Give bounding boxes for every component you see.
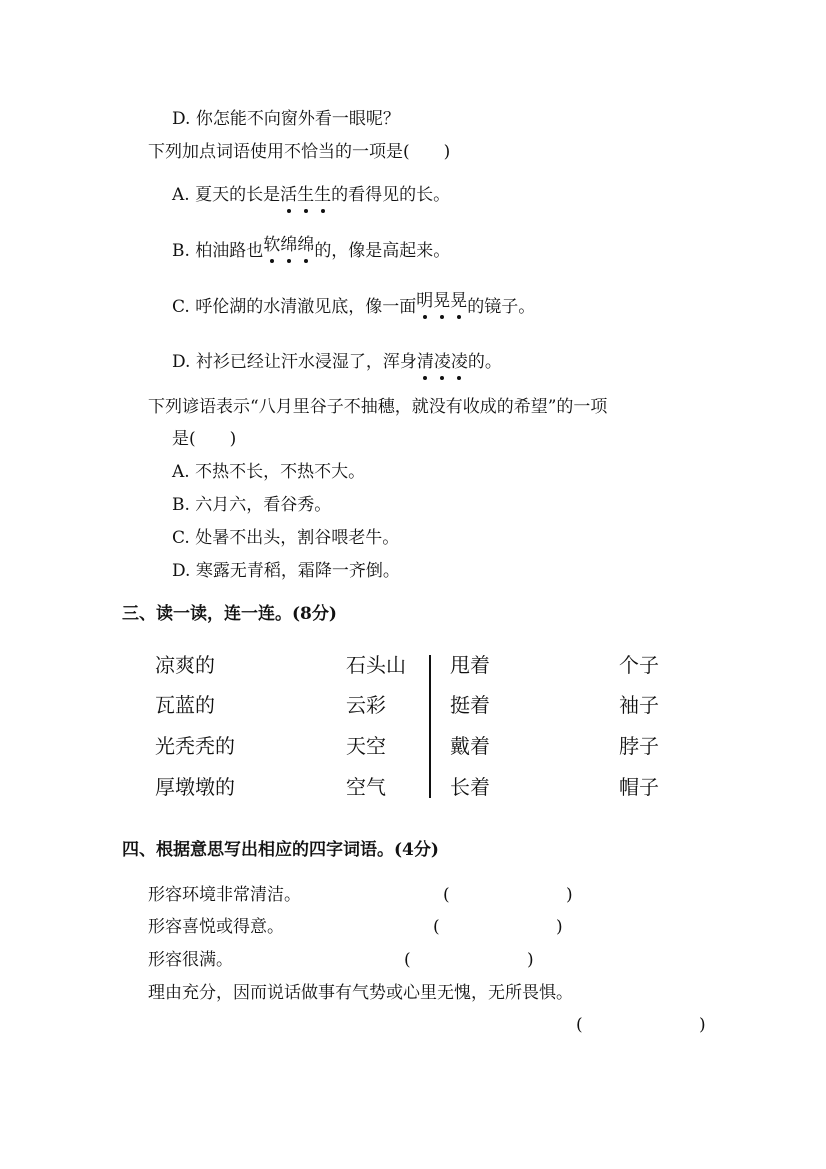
section4-title: 四、根据意思写出相应的四字词语。(4分) [122, 840, 439, 860]
q1-option-b [172, 235, 451, 262]
answer-blank-close: ) [566, 885, 573, 905]
q1-option-c [172, 291, 536, 318]
q1-stem: 下列加点词语使用不恰当的一项是( ) [148, 142, 451, 162]
noun-item: 云彩 [346, 693, 386, 717]
adjective-item: 厚墩墩的 [155, 775, 235, 799]
dotted-char: 软 [263, 235, 281, 255]
option-text: D. 衬衫已经让汗水浸湿了，浑身 [172, 352, 417, 372]
dotted-char: 活 [280, 185, 298, 205]
noun-item: 空气 [346, 775, 386, 799]
dotted-char: 清 [416, 352, 434, 372]
dotted-char: 晃 [433, 291, 451, 311]
option-text: C. 呼伦湖的水清澈见底，像一面 [172, 297, 417, 317]
answer-blank-open: ( [443, 885, 450, 905]
answer-blank-open: ( [433, 917, 440, 937]
answer-blank-close: ) [699, 1015, 706, 1035]
option-text: 的。 [467, 352, 502, 372]
verb-item: 挺着 [450, 693, 490, 717]
verb-item: 甩着 [450, 653, 490, 677]
option-text: 的看得见的长。 [331, 185, 451, 205]
option-text: 的，像是高起来。 [314, 241, 451, 261]
definition-item: 形容环境非常清洁。 [148, 885, 301, 905]
prev-option-d: D. 你怎能不向窗外看一眼呢？ [172, 109, 400, 129]
section3-title: 三、读一读，连一连。(8分) [122, 604, 337, 624]
dotted-char: 生 [314, 185, 332, 205]
answer-blank-open: ( [576, 1015, 583, 1035]
answer-blank-close: ) [527, 950, 534, 970]
object-item: 帽子 [619, 775, 659, 799]
q2-stem-line2: 是( ) [172, 429, 237, 449]
definition-item: 理由充分，因而说话做事有气势或心里无愧，无所畏惧。 [148, 983, 573, 1003]
dotted-char: 明 [416, 291, 434, 311]
answer-blank-open: ( [404, 950, 411, 970]
adjective-item: 瓦蓝的 [155, 693, 215, 717]
noun-item: 天空 [346, 734, 386, 758]
q1-option-a [172, 184, 450, 206]
dotted-char: 绵 [280, 235, 298, 255]
dotted-char: 凌 [433, 352, 451, 372]
option-text: A. 夏天的长是 [172, 185, 281, 205]
q1-option-d [172, 351, 502, 373]
noun-item: 石头山 [346, 653, 406, 677]
q2-option-b: B. 六月六，看谷秀。 [172, 495, 332, 515]
q2-option-a: A. 不热不长，不热不大。 [172, 462, 366, 482]
answer-blank-close: ) [556, 917, 563, 937]
verb-item: 长着 [450, 775, 490, 799]
dotted-char: 生 [297, 185, 315, 205]
q2-option-d: D. 寒露无青稻，霜降一齐倒。 [172, 561, 400, 581]
object-item: 脖子 [619, 734, 659, 758]
definition-item: 形容喜悦或得意。 [148, 917, 284, 937]
object-item: 个子 [619, 653, 659, 677]
option-text: B. 柏油路也 [172, 241, 264, 261]
verb-item: 戴着 [450, 734, 490, 758]
q2-option-c: C. 处暑不出头，割谷喂老牛。 [172, 528, 400, 548]
object-item: 袖子 [619, 693, 659, 717]
definition-item: 形容很满。 [148, 950, 233, 970]
dotted-char: 绵 [297, 235, 315, 255]
adjective-item: 光秃秃的 [155, 734, 235, 758]
dotted-char: 晃 [450, 291, 468, 311]
dotted-char: 凌 [450, 352, 468, 372]
adjective-item: 凉爽的 [155, 653, 215, 677]
q2-stem-line1: 下列谚语表示“八月里谷子不抽穗，就没有收成的希望”的一项 [148, 397, 608, 417]
option-text: 的镜子。 [467, 297, 536, 317]
column-divider [429, 655, 431, 798]
